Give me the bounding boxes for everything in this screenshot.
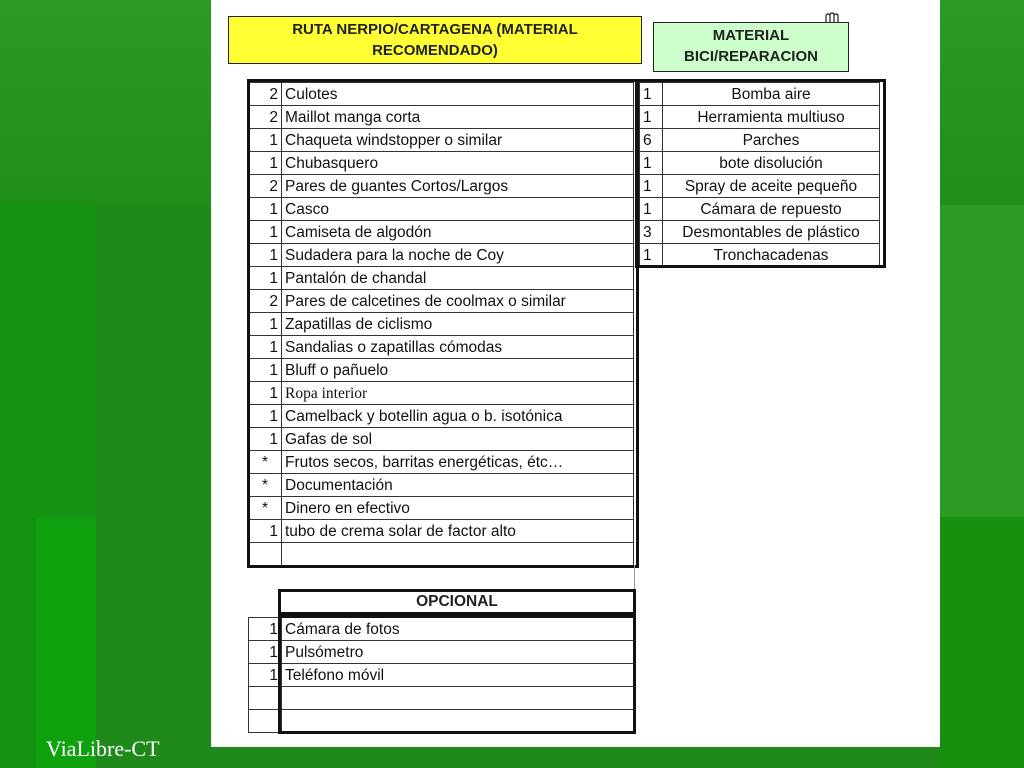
quantity-cell: 1 <box>249 129 282 152</box>
optional-items-table <box>248 617 634 733</box>
optional-header: OPCIONAL <box>278 589 636 615</box>
list-item <box>249 221 634 244</box>
quantity-cell: * <box>249 451 282 474</box>
quantity-cell: 1 <box>249 405 282 428</box>
list-item <box>249 106 634 129</box>
item-cell: Dinero en efectivo <box>282 497 634 520</box>
quantity-cell: 1 <box>640 244 663 267</box>
item-cell <box>282 687 634 710</box>
quantity-cell: 1 <box>249 267 282 290</box>
item-cell: Sudadera para la noche de Coy <box>282 244 634 267</box>
list-item <box>249 428 634 451</box>
item-cell: Pantalón de chandal <box>282 267 634 290</box>
item-cell: Chubasquero <box>282 152 634 175</box>
route-title-line1: RUTA NERPIO/CARTAGENA (MATERIAL <box>292 21 578 38</box>
list-item <box>640 198 880 221</box>
item-cell: Teléfono móvil <box>282 664 634 687</box>
item-cell: Camelback y botellin agua o b. isotónica <box>282 405 634 428</box>
quantity-cell <box>249 710 282 733</box>
bike-material-header-line2: BICI/REPARACION <box>684 48 818 65</box>
quantity-cell: 1 <box>249 641 282 664</box>
list-item <box>249 267 634 290</box>
quantity-cell: 1 <box>249 313 282 336</box>
list-item <box>249 382 634 405</box>
item-cell: Bomba aire <box>663 83 880 106</box>
list-item <box>640 83 880 106</box>
quantity-cell: 1 <box>249 428 282 451</box>
quantity-cell: 1 <box>640 106 663 129</box>
item-cell: Parches <box>663 129 880 152</box>
list-item <box>249 405 634 428</box>
slide-background-right <box>940 205 1024 517</box>
item-cell: Pulsómetro <box>282 641 634 664</box>
item-cell: Ropa interior <box>282 382 634 405</box>
quantity-cell: 3 <box>640 221 663 244</box>
list-item <box>640 175 880 198</box>
item-cell: Camiseta de algodón <box>282 221 634 244</box>
list-item <box>249 175 634 198</box>
item-cell: Zapatillas de ciclismo <box>282 313 634 336</box>
item-cell: bote disolución <box>663 152 880 175</box>
list-item <box>640 152 880 175</box>
route-title <box>228 16 642 64</box>
quantity-cell: 1 <box>249 152 282 175</box>
item-cell: Frutos secos, barritas energéticas, étc… <box>282 451 634 474</box>
list-item <box>249 451 634 474</box>
quantity-cell: 2 <box>249 106 282 129</box>
quantity-cell: 1 <box>640 83 663 106</box>
item-cell: Cámara de fotos <box>282 618 634 641</box>
quantity-cell: 1 <box>640 198 663 221</box>
quantity-cell: 1 <box>249 221 282 244</box>
list-item <box>249 520 634 543</box>
list-item <box>249 313 634 336</box>
item-cell <box>282 710 634 733</box>
quantity-cell: 1 <box>640 175 663 198</box>
quantity-cell: 1 <box>249 520 282 543</box>
list-item <box>249 152 634 175</box>
quantity-cell: 1 <box>249 664 282 687</box>
item-cell: Gafas de sol <box>282 428 634 451</box>
bike-material-header <box>653 22 849 72</box>
item-cell: Chaqueta windstopper o similar <box>282 129 634 152</box>
quantity-cell: 2 <box>249 83 282 106</box>
item-cell: Casco <box>282 198 634 221</box>
item-cell: Herramienta multiuso <box>663 106 880 129</box>
item-cell <box>282 543 634 566</box>
item-cell: Maillot manga corta <box>282 106 634 129</box>
quantity-cell: 1 <box>249 198 282 221</box>
quantity-cell: 2 <box>249 290 282 313</box>
list-item <box>640 106 880 129</box>
list-item <box>249 497 634 520</box>
item-cell: Desmontables de plástico <box>663 221 880 244</box>
item-cell: tubo de crema solar de factor alto <box>282 520 634 543</box>
list-item <box>249 290 634 313</box>
recommended-items-table <box>248 82 634 566</box>
item-cell: Tronchacadenas <box>663 244 880 267</box>
item-cell: Pares de guantes Cortos/Largos <box>282 175 634 198</box>
divider-line <box>634 565 635 591</box>
quantity-cell: 2 <box>249 175 282 198</box>
list-item <box>249 359 634 382</box>
list-item <box>640 129 880 152</box>
item-cell: Culotes <box>282 83 634 106</box>
list-item <box>249 198 634 221</box>
list-item <box>249 474 634 497</box>
bike-repair-items-table <box>639 82 880 267</box>
list-item <box>249 664 634 687</box>
list-item <box>249 687 634 710</box>
item-cell: Cámara de repuesto <box>663 198 880 221</box>
quantity-cell: 6 <box>640 129 663 152</box>
item-cell: Documentación <box>282 474 634 497</box>
list-item <box>249 129 634 152</box>
slide-background-left-accent <box>36 518 96 768</box>
list-item <box>640 221 880 244</box>
bike-material-header-line1: MATERIAL <box>712 27 790 44</box>
list-item <box>249 641 634 664</box>
list-item <box>249 336 634 359</box>
list-item <box>249 83 634 106</box>
quantity-cell <box>249 543 282 566</box>
item-cell: Bluff o pañuelo <box>282 359 634 382</box>
quantity-cell: * <box>249 497 282 520</box>
list-item <box>249 710 634 733</box>
list-item <box>640 244 880 267</box>
quantity-cell: 1 <box>249 336 282 359</box>
footer-brand: ViaLibre-CT <box>46 736 160 761</box>
list-item <box>249 244 634 267</box>
route-title-line2: RECOMENDADO) <box>372 42 498 59</box>
item-cell: Sandalias o zapatillas cómodas <box>282 336 634 359</box>
slide-background-right-lower <box>940 517 1024 768</box>
quantity-cell: 1 <box>640 152 663 175</box>
quantity-cell: 1 <box>249 244 282 267</box>
item-cell: Pares de calcetines de coolmax o similar <box>282 290 634 313</box>
quantity-cell <box>249 687 282 710</box>
list-item <box>249 543 634 566</box>
quantity-cell: 1 <box>249 618 282 641</box>
item-cell: Spray de aceite pequeño <box>663 175 880 198</box>
quantity-cell: * <box>249 474 282 497</box>
spreadsheet-image <box>211 0 940 747</box>
list-item <box>249 618 634 641</box>
quantity-cell: 1 <box>249 382 282 405</box>
quantity-cell: 1 <box>249 359 282 382</box>
